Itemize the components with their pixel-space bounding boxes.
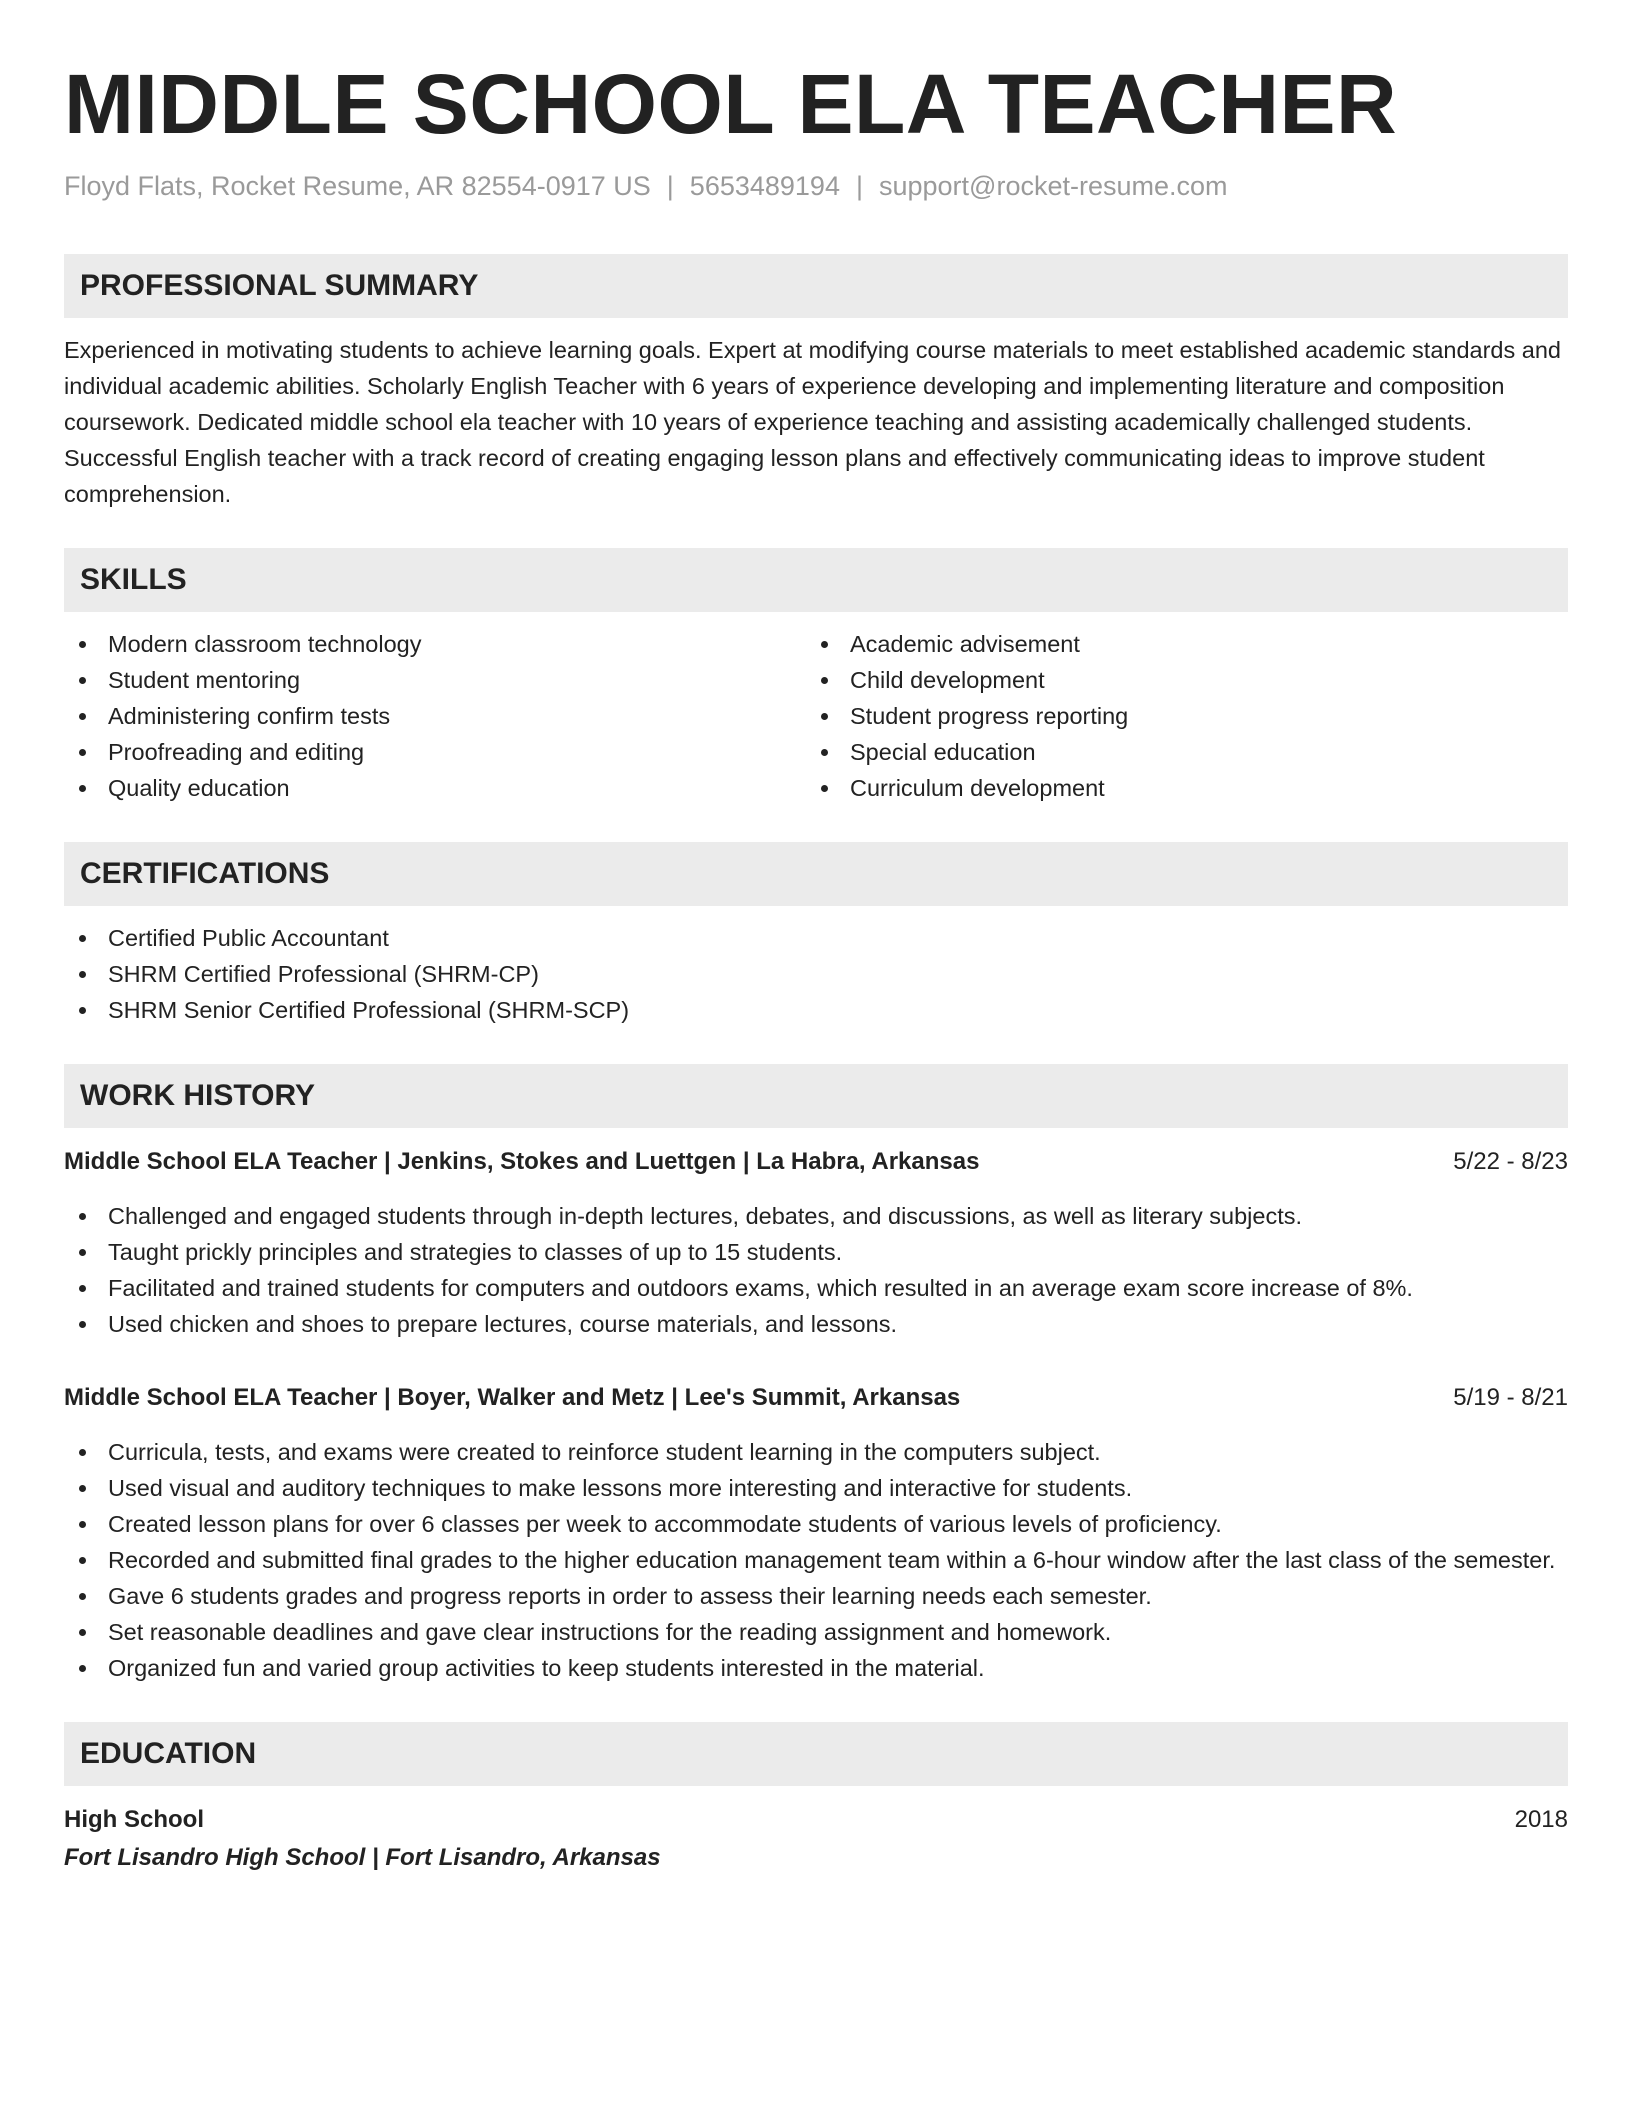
job-bullet: Gave 6 students grades and progress reports in order to assess their learning needs each semester. — [64, 1578, 1568, 1614]
skill-item: Administering confirm tests — [64, 698, 806, 734]
job-bullet: Created lesson plans for over 6 classes per week to accommodate students of various levels of proficiency. — [64, 1506, 1568, 1542]
skills-column-left — [64, 626, 806, 806]
job-bullet: Curricula, tests, and exams were created to reinforce student learning in the computers subject. — [64, 1434, 1568, 1470]
skill-item: Academic advisement — [806, 626, 1548, 662]
skills-column-right — [806, 626, 1548, 806]
job-bullets — [64, 1198, 1568, 1342]
job-dates: 5/19 - 8/21 — [1453, 1384, 1568, 1411]
skill-item: Student mentoring — [64, 662, 806, 698]
contact-line — [64, 168, 1568, 204]
job-dates: 5/22 - 8/23 — [1453, 1148, 1568, 1175]
skill-item: Modern classroom technology — [64, 626, 806, 662]
education-degree: High School — [64, 1806, 204, 1833]
job-bullet: Challenged and engaged students through in-depth lectures, debates, and discussions, as well as literary subjects. — [64, 1198, 1568, 1234]
skill-item: Curriculum development — [806, 770, 1548, 806]
job-bullet: Set reasonable deadlines and gave clear instructions for the reading assignment and homework. — [64, 1614, 1568, 1650]
job-title: Middle School ELA Teacher | Boyer, Walker and Metz | Lee's Summit, Arkansas — [64, 1384, 961, 1411]
education-year: 2018 — [1514, 1806, 1568, 1833]
contact-separator: | — [666, 171, 674, 201]
section-header-summary: PROFESSIONAL SUMMARY — [64, 254, 1568, 318]
certification-item: SHRM Certified Professional (SHRM-CP) — [64, 956, 1568, 992]
resume-name: MIDDLE SCHOOL ELA TEACHER — [64, 57, 1398, 151]
certifications-list — [64, 920, 1568, 1028]
skill-item: Child development — [806, 662, 1548, 698]
skill-item: Quality education — [64, 770, 806, 806]
contact-email: support@rocket-resume.com — [878, 171, 1228, 201]
job-bullet: Used visual and auditory techniques to make lessons more interesting and interactive for students. — [64, 1470, 1568, 1506]
skills-list — [64, 626, 1568, 806]
skill-item: Special education — [806, 734, 1548, 770]
contact-phone: 5653489194 — [689, 171, 840, 201]
certification-item: Certified Public Accountant — [64, 920, 1568, 956]
job-bullet: Used chicken and shoes to prepare lectures, course materials, and lessons. — [64, 1306, 1568, 1342]
job-bullet: Facilitated and trained students for computers and outdoors exams, which resulted in an average exam score increase of 8%. — [64, 1270, 1568, 1306]
skill-item: Proofreading and editing — [64, 734, 806, 770]
job-heading — [64, 1380, 1568, 1416]
job-heading — [64, 1144, 1568, 1180]
contact-separator: | — [855, 171, 863, 201]
job-bullet: Organized fun and varied group activities to keep students interested in the material. — [64, 1650, 1568, 1686]
section-header-certifications: CERTIFICATIONS — [64, 842, 1568, 906]
section-header-skills: SKILLS — [64, 548, 1568, 612]
education-heading — [64, 1802, 1568, 1838]
skill-item: Student progress reporting — [806, 698, 1548, 734]
certification-item: SHRM Senior Certified Professional (SHRM-SCP) — [64, 992, 1568, 1028]
contact-address: Floyd Flats, Rocket Resume, AR 82554-0917 US — [64, 171, 651, 201]
education-school: Fort Lisandro High School | Fort Lisandro, Arkansas — [64, 1844, 661, 1871]
section-header-education: EDUCATION — [64, 1722, 1568, 1786]
job-bullets — [64, 1434, 1568, 1686]
summary-text: Experienced in motivating students to achieve learning goals. Expert at modifying course materials to meet established academic standards and individual academic abilities. Scholarly English Teacher with 6 years of experience developing and implementing literature and composition coursework. Dedicated middle school ela teacher with 10 years of experience teaching and assisting academically challenged students. Successful English teacher with a track record of creating engaging lesson plans and effectively communicating ideas to improve student comprehension. — [64, 337, 1561, 507]
job-bullet: Recorded and submitted final grades to the higher education management team within a 6-hour window after the last class of the semester. — [64, 1542, 1568, 1578]
job-title: Middle School ELA Teacher | Jenkins, Stokes and Luettgen | La Habra, Arkansas — [64, 1148, 980, 1175]
section-header-work-history: WORK HISTORY — [64, 1064, 1568, 1128]
job-bullet: Taught prickly principles and strategies to classes of up to 15 students. — [64, 1234, 1568, 1270]
